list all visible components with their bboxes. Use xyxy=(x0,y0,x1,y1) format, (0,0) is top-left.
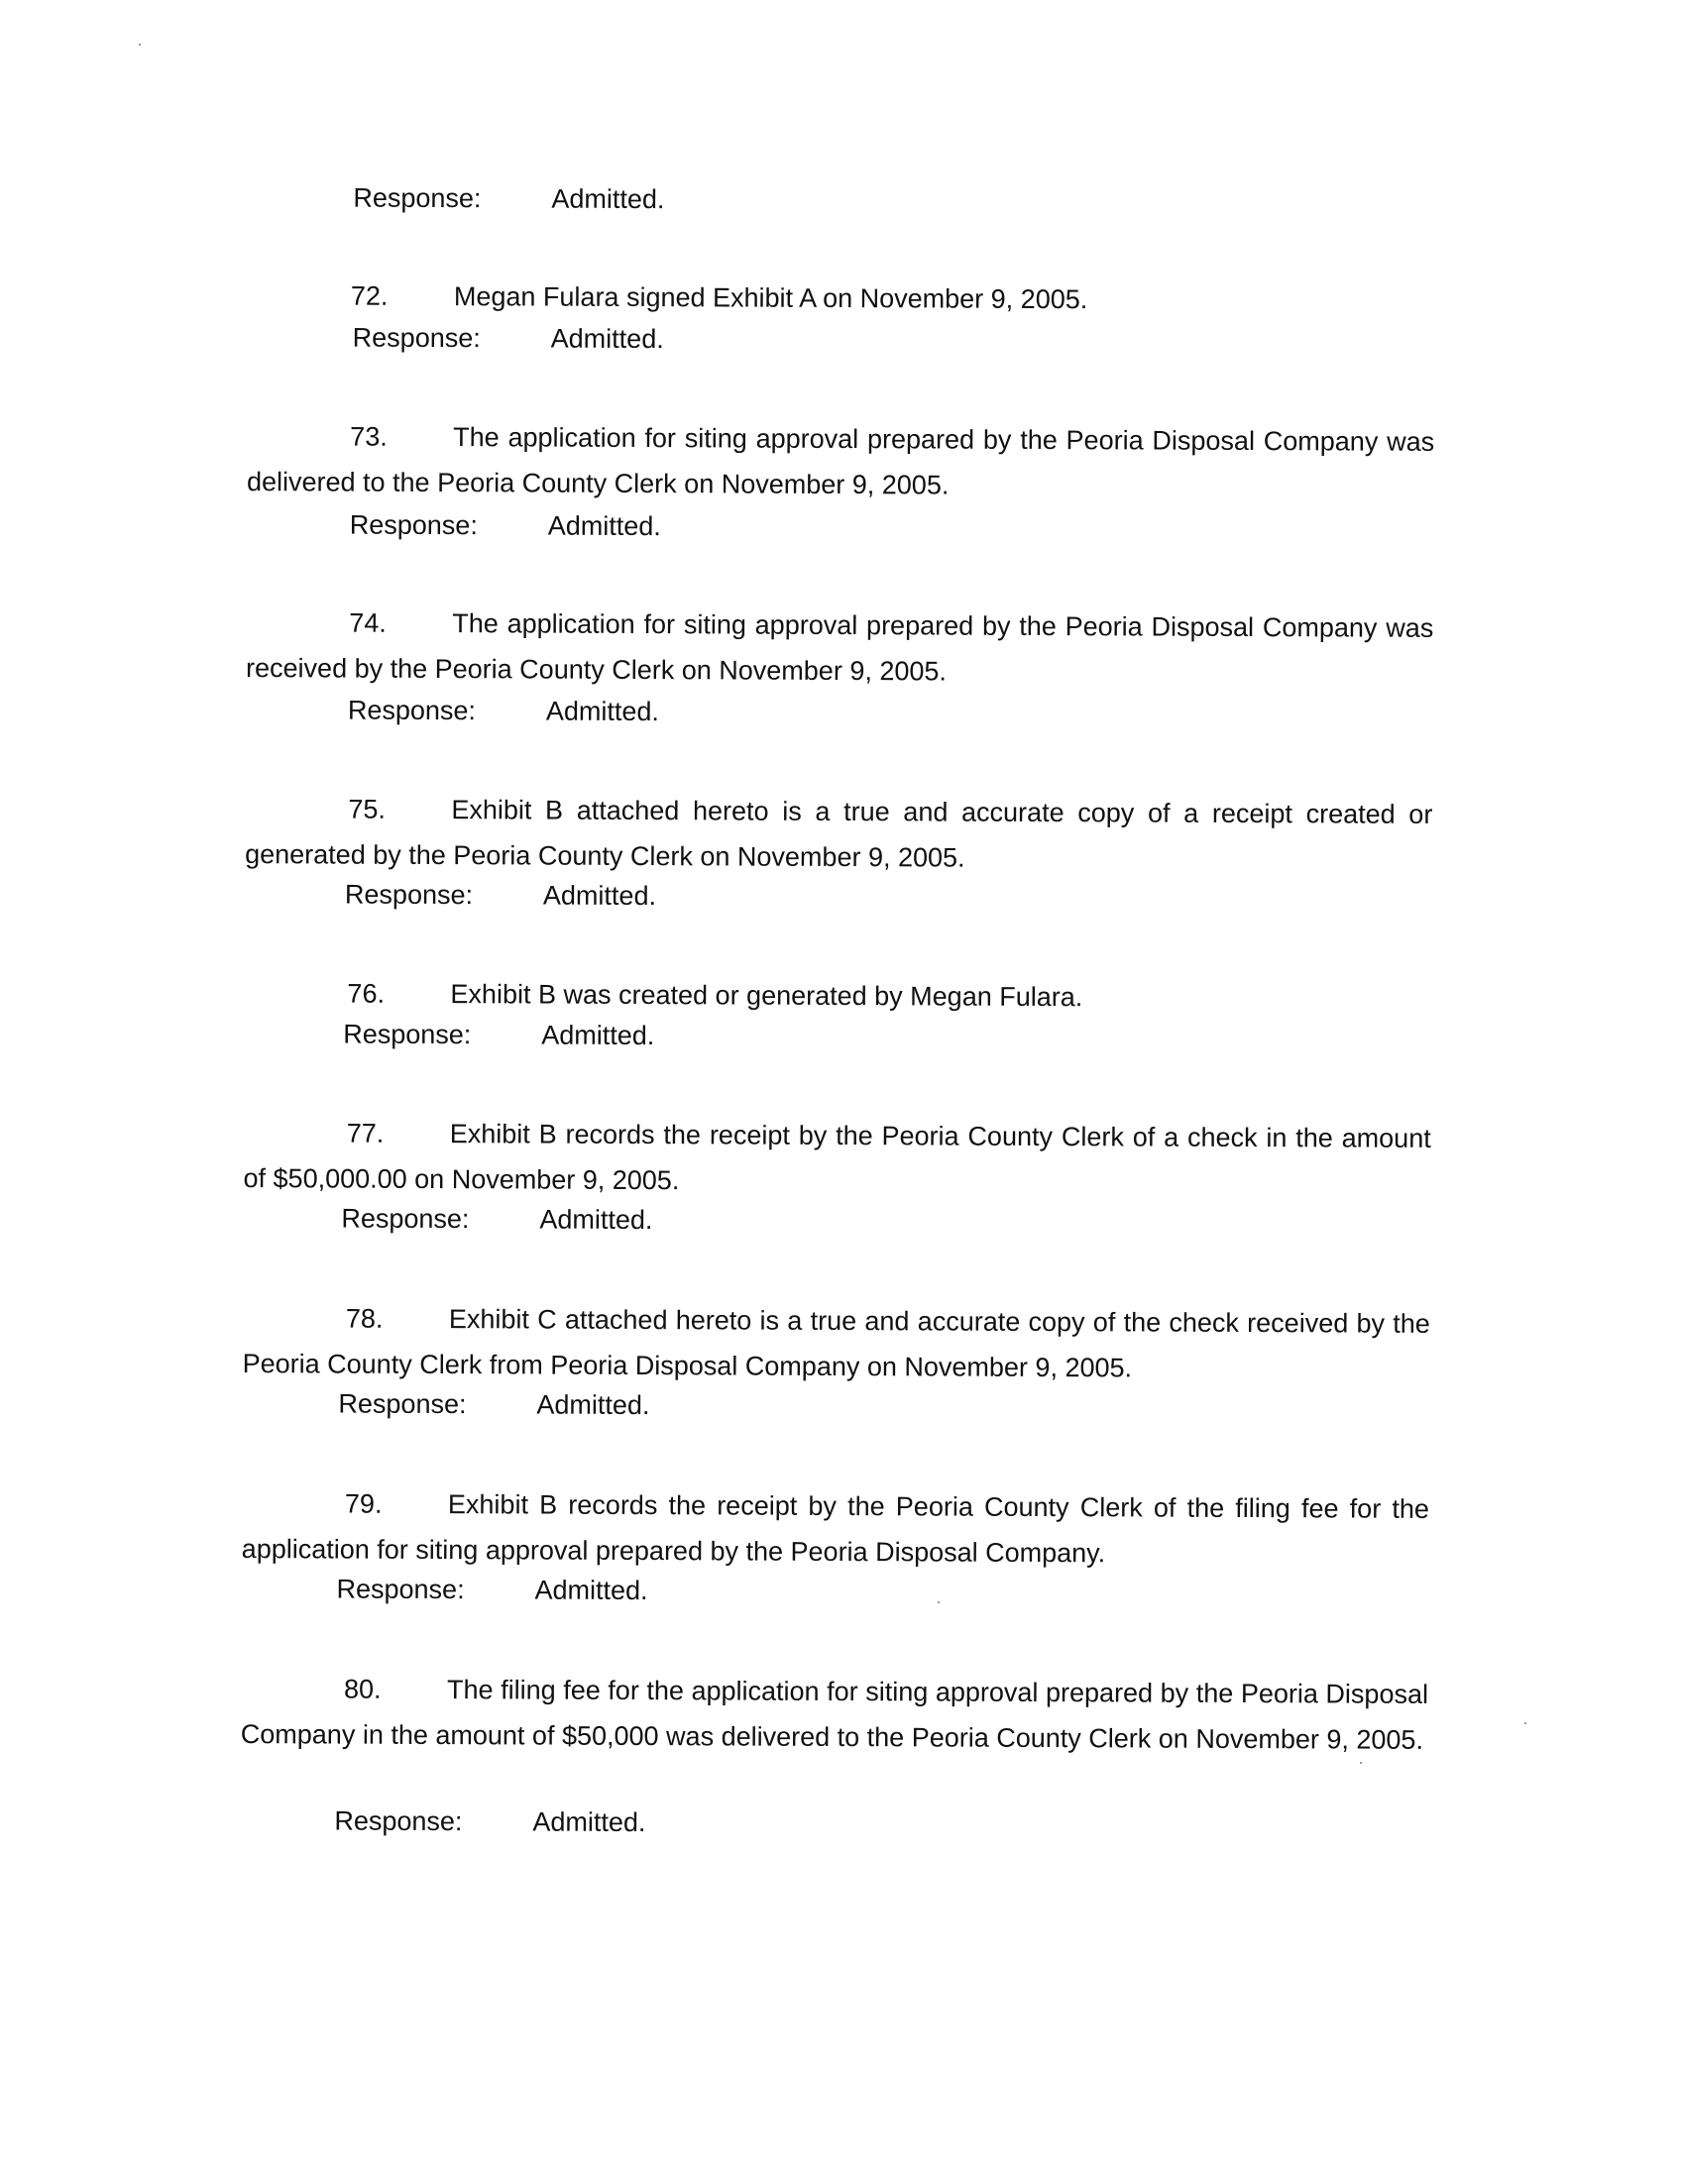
numbered-paragraph xyxy=(241,1666,1428,1763)
response-label: Response: xyxy=(334,1805,463,1837)
numbered-paragraph xyxy=(247,413,1434,510)
response-label: Response: xyxy=(344,879,474,911)
scan-speck xyxy=(1360,1762,1362,1764)
paragraph-text: Exhibit C attached hereto is a true and accurate copy of the check received by the Peoria County Clerk from Peoria Disposal Company on November 9, 2005. xyxy=(242,1304,1430,1383)
paragraph-number: 77. xyxy=(346,1118,385,1148)
paragraph-text: Exhibit B records the receipt by the Peoria County Clerk of a check in the amount of $50,000.00 on November 9, 2005. xyxy=(243,1119,1431,1196)
paragraph-number: 78. xyxy=(345,1303,384,1334)
paragraph-number: 76. xyxy=(347,978,386,1009)
numbered-paragraph xyxy=(246,600,1433,697)
numbered-paragraph xyxy=(244,970,1431,1022)
response-value: Admitted. xyxy=(536,1389,650,1421)
scan-speck xyxy=(1524,1722,1526,1724)
response-value: Admitted. xyxy=(534,1575,648,1606)
numbered-paragraph xyxy=(242,1480,1429,1578)
response-label: Response: xyxy=(336,1574,465,1605)
numbered-paragraph xyxy=(243,1295,1430,1392)
response-line xyxy=(353,320,664,358)
response-value: Admitted. xyxy=(541,1020,655,1051)
response-line xyxy=(338,1386,649,1424)
response-label: Response: xyxy=(338,1388,467,1420)
paragraph-text: Exhibit B records the receipt by the Peoria County Clerk of the filing fee for the application for siting approval prepared by the Peoria Disposal Company. xyxy=(241,1489,1430,1569)
response-value: Admitted. xyxy=(550,323,664,355)
response-line xyxy=(334,1803,645,1841)
response-line xyxy=(350,507,661,545)
response-line xyxy=(343,1017,654,1054)
response-line xyxy=(353,180,664,218)
numbered-paragraph xyxy=(248,273,1435,324)
numbered-paragraph xyxy=(243,1110,1430,1207)
response-label: Response: xyxy=(352,322,481,354)
paragraph-text: The application for siting approval prepared by the Peoria Disposal Company was delivered to the Peoria County Clerk on November 9, 2005. xyxy=(246,422,1435,500)
response-value: Admitted. xyxy=(542,880,657,912)
response-label: Response: xyxy=(349,509,478,541)
paragraph-text: Exhibit B attached hereto is a true and accurate copy of a receipt created or generated by the Peoria County Clerk on November 9, 2005. xyxy=(245,795,1433,873)
response-line xyxy=(336,1572,647,1609)
response-label: Response: xyxy=(341,1203,470,1235)
paragraph-number: 72. xyxy=(350,280,389,311)
response-value: Admitted. xyxy=(547,510,661,542)
response-value: Admitted. xyxy=(551,183,665,215)
scan-speck xyxy=(938,1601,940,1603)
response-line xyxy=(345,877,656,915)
paragraph-text: The filing fee for the application for siting approval prepared by the Peoria Disposal Company in the amount of $50,000 was delivered to the Peoria County Clerk on November 9, 2005. xyxy=(240,1675,1429,1755)
paragraph-number: 80. xyxy=(343,1674,382,1704)
paragraph-text: Exhibit B was created or generated by Megan Fulara. xyxy=(450,979,1083,1013)
scan-speck xyxy=(139,44,141,46)
response-label: Response: xyxy=(347,695,477,726)
response-value: Admitted. xyxy=(545,696,659,727)
paragraph-text: Megan Fulara signed Exhibit A on November 9, 2005. xyxy=(453,281,1088,315)
numbered-paragraph xyxy=(245,786,1432,883)
paragraph-number: 75. xyxy=(348,794,386,824)
response-line xyxy=(348,693,659,730)
response-value: Admitted. xyxy=(532,1806,646,1838)
response-label: Response: xyxy=(343,1019,472,1050)
response-line xyxy=(341,1201,652,1239)
paragraph-number: 74. xyxy=(349,607,387,638)
response-label: Response: xyxy=(353,182,482,214)
paragraph-text: The application for siting approval prepared by the Peoria Disposal Company was received by the Peoria County Clerk on November 9, 2005. xyxy=(246,608,1434,687)
paragraph-number: 79. xyxy=(344,1488,383,1519)
response-value: Admitted. xyxy=(539,1204,653,1236)
paragraph-number: 73. xyxy=(350,421,388,452)
